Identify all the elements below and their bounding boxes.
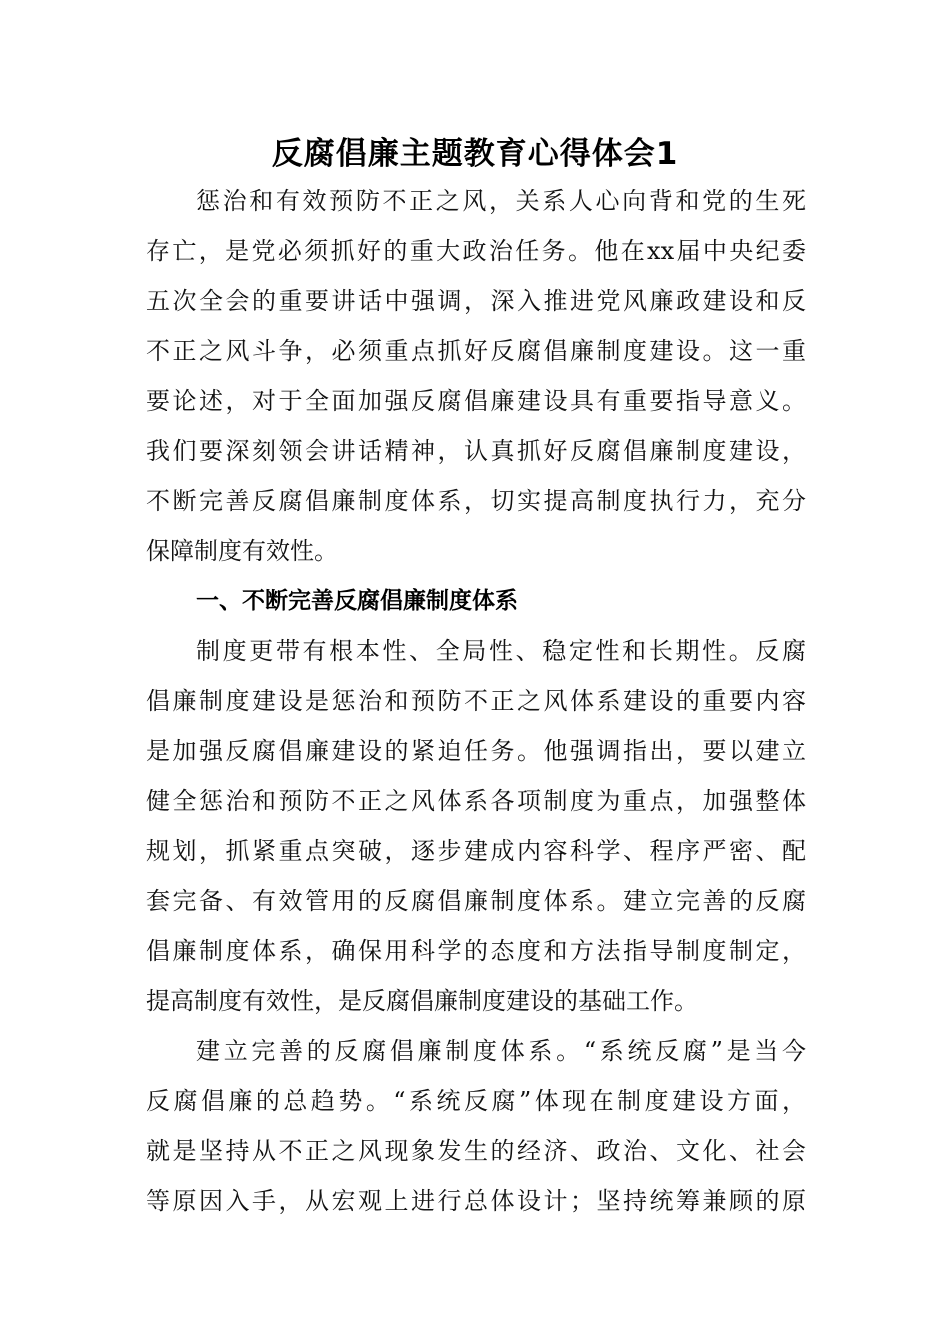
paragraph-1-line-4: 不正之风斗争，必须重点抓好反腐倡廉制度建设。这一重 [146,337,806,365]
section-heading-1: 一、不断完善反腐倡廉制度体系 [196,588,518,614]
document-title: 反腐倡廉主题教育心得体会1 [271,136,679,172]
paragraph-3-line-4: 等原因入手，从宏观上进行总体设计；坚持统筹兼顾的原 [146,1187,806,1215]
paragraph-2-line-7: 倡廉制度体系，确保用科学的态度和方法指导制度制定， [146,937,806,965]
paragraph-2-line-2: 倡廉制度建设是惩治和预防不正之风体系建设的重要内容 [146,687,806,715]
paragraph-1-line-5: 要论述，对于全面加强反腐倡廉建设具有重要指导意义。 [146,387,806,415]
paragraph-1-line-7: 不断完善反腐倡廉制度体系，切实提高制度执行力，充分 [146,487,806,515]
paragraph-1-line-1: 惩治和有效预防不正之风，关系人心向背和党的生死 [196,187,806,215]
paragraph-3-line-3: 就是坚持从不正之风现象发生的经济、政治、文化、社会 [146,1137,806,1165]
paragraph-3-line-2: 反腐倡廉的总趋势。“系统反腐”体现在制度建设方面， [146,1087,806,1115]
paragraph-2-line-5: 规划，抓紧重点突破，逐步建成内容科学、程序严密、配 [146,837,806,865]
paragraph-1-line-2: 存亡，是党必须抓好的重大政治任务。他在xx届中央纪委 [146,237,806,265]
paragraph-2-line-6: 套完备、有效管用的反腐倡廉制度体系。建立完善的反腐 [146,887,806,915]
paragraph-1-line-6: 我们要深刻领会讲话精神，认真抓好反腐倡廉制度建设， [146,437,806,465]
paragraph-2-line-3: 是加强反腐倡廉建设的紧迫任务。他强调指出，要以建立 [146,737,806,765]
paragraph-2-line-8: 提高制度有效性，是反腐倡廉制度建设的基础工作。 [146,987,698,1015]
paragraph-2-line-1: 制度更带有根本性、全局性、稳定性和长期性。反腐 [196,637,806,665]
paragraph-1-line-3: 五次全会的重要讲话中强调，深入推进党风廉政建设和反 [146,287,806,315]
paragraph-3-line-1: 建立完善的反腐倡廉制度体系。“系统反腐”是当今 [196,1037,806,1065]
paragraph-2-line-4: 健全惩治和预防不正之风体系各项制度为重点，加强整体 [146,787,806,815]
paragraph-1-line-8: 保障制度有效性。 [146,537,338,565]
